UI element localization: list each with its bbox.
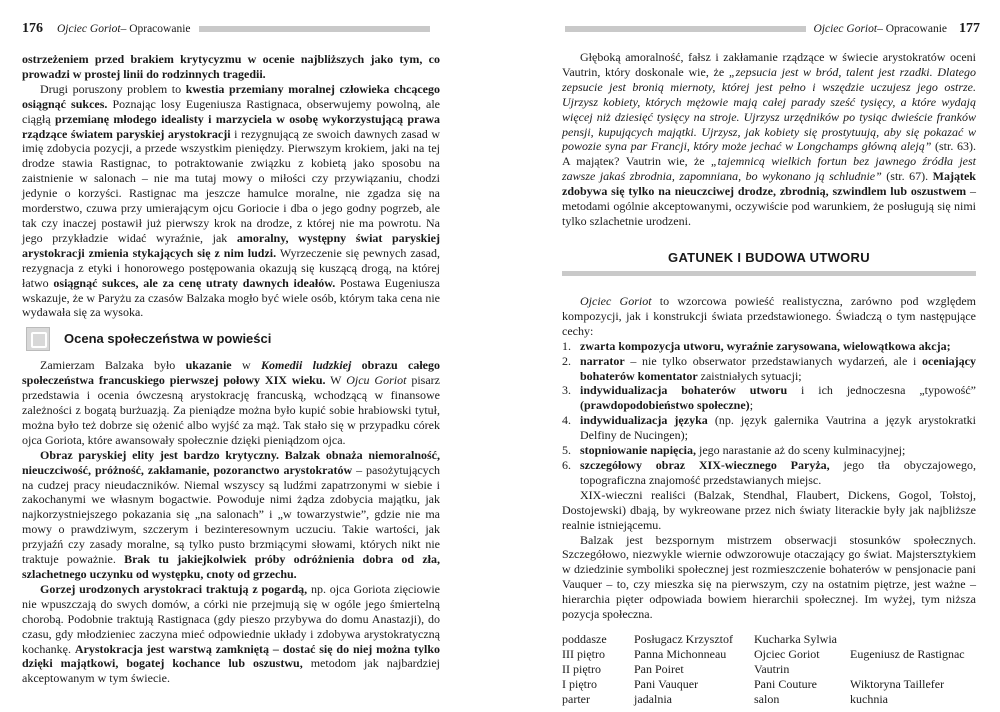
text: Wyrzeczenie się pewnych zasad, rezygnacja z etyki i honorowego postępowania okazują się kuszącą drogą, na której łatwo	[22, 245, 440, 290]
list-number: 2.	[562, 353, 571, 368]
text: (str. 67).	[881, 169, 933, 184]
paragraph	[22, 358, 440, 447]
text: Zamierzam Balzaka było	[40, 358, 186, 373]
header-subtitle: – Opracowanie	[877, 23, 947, 35]
bold-text: Brak tu jakiejkolwiek próby odróżnienia dobra od zła, szlachetnego uczynku od występku, cnoty od grzechu.	[22, 552, 440, 581]
right-header	[565, 18, 980, 40]
paragraph	[562, 50, 976, 229]
text: (np. język galernika Vautrina a język arystokratki Delfiny de Nucingen);	[580, 413, 976, 443]
bold-text: amoralny, występny świat paryskiej arystokracji zmienia stykających się z nim ludzi.	[22, 230, 440, 260]
section-title: Ocena społeczeństwa w powieści	[64, 330, 272, 346]
quote: „tajemnicą wielkich fortun bez jawnego źródła jest zawsze jakaś zbrodnia, zapomniana, bo wykonano ją schludnie”	[562, 154, 976, 184]
left-body	[22, 52, 440, 686]
page-number: 177	[959, 21, 980, 36]
table-cell: Eugeniusz de Rastignac	[850, 646, 965, 661]
chapter-heading	[562, 250, 976, 276]
table-row	[562, 677, 965, 692]
list-item	[562, 443, 976, 458]
bold-text: ostrzeżeniem przed brakiem krytycyzmu w ocenie najbliższych jako tym, co prowadzi w prostej linii do rodzinnych tragedii.	[22, 52, 440, 81]
text: Drugi poruszony problem to	[40, 81, 186, 96]
paragraph: Balzak jest bezspornym mistrzem obserwacji stosunków społecznych. Szczegółowo, niezwykle wiernie odwzorowuje otaczający go świat. Majstersztykiem w dziedzinie symboliki społecznej jest rozmieszczenie bohaterów w pensjonacie pani Vauquer – to, czy mieszka się na pierwszym, czy na ostatnim piętrze, jest ważne – hierarchia pięter odpowiada bowiem hierarchii społecznej. Im wyżej, tym niższa pozycja społeczna.	[562, 532, 976, 622]
bold-text: indywidualizacja bohaterów utworu	[580, 383, 788, 398]
text: metodom jak najbardziej akceptowanym w tym świecie.	[22, 656, 440, 686]
header-rule	[199, 26, 431, 32]
paragraph	[562, 294, 976, 339]
text: – pasożytujących na cudzej pracy nieudaczników. Niemal wszyscy są ludźmi zapatrzonymi w siebie i zakochanymi we własnym bogactwie. Powoduje nimi żądza zdobycia majątku, jak najkorzystniejszego pokazania się „na salonach” i „w towarzystwie”, gdzie nie ma mowy o prawdziwym, szczerym i bezinteresownym uczuciu. Takie wartości, jak przyjaźń czy zasady moralne, są tylko pusto brzmiącymi słowami, których nikt nie traktuje poważnie.	[22, 462, 440, 567]
table-cell: parter	[562, 691, 590, 706]
list-item	[562, 413, 976, 443]
table-row	[562, 692, 965, 707]
list-item	[562, 458, 976, 488]
table-cell: Wiktoryna Taillefer	[850, 676, 945, 691]
paragraph	[22, 448, 440, 582]
list-number: 5.	[562, 443, 571, 458]
table-cell: Kucharka Sylwia	[754, 631, 837, 646]
floors-table	[562, 632, 965, 707]
list-number: 6.	[562, 457, 571, 472]
list-item	[562, 339, 976, 354]
heading-rule	[562, 271, 976, 276]
text: jego narastanie aż do sceny kulminacyjnej;	[696, 443, 906, 458]
text: i rezygnującą ze swoich dawnych zasad w imię zdobycia pozycji, a przede wszystkim pieniędzy. Pierwszym krokiem, jaki na tej drodze stawia Rastignac, to potraktowanie związku z kobietą jako sposobu na zaistnienie w salonach – nie ma tutaj mowy o miłości czy przywiązaniu, chodzi jedynie o korzyści. Rastignac ma jeszcze hamulce moralne, nie zgadza się na morderstwo, czuwa przy umierającym ojcu Goriocie i dba o jego godny pogrzeb, ale tak czy inaczej postawił już pierwszy krok na drodze, z której nie ma powrotu. Na jego przykładzie widać wyraźnie, jak	[22, 126, 440, 245]
right-body-top	[562, 50, 976, 229]
paragraph	[22, 582, 440, 686]
header-title: Ojciec Goriot	[813, 23, 878, 35]
table-row	[562, 632, 965, 647]
text: pisarz przedstawia i ocenia ówczesną arystokrację francuską, wchodzącą w finansowe zależności z bogatą burżuazją. Za pieniądze można było kupić sobie hrabiowski tytuł, można było też dobrze się ożenić albo wyjść za mąż. Tak stało się w przypadku córek ojca Goriota, które awansowały społecznie dzięki pieniądzom ojca.	[22, 373, 440, 447]
header-subtitle: – Opracowanie	[120, 23, 191, 35]
table-cell: jadalnia	[634, 691, 672, 706]
bold-text: Gorzej urodzonych arystokraci traktują z pogardą,	[40, 581, 308, 596]
features-list	[562, 339, 976, 488]
paragraph	[22, 52, 440, 82]
text: np. ojca Goriota zięciowie nie wpuszczają do swych domów, a córki nie przejmują się w ogóle jego śmiertelną chorobą. Podobnie traktują Rastignaca (gdy pieszo przybywa do domu Anastazji), do czasu, gdy młodzieniec zaczyna mieć odpowiednie układy i zdobywa arystokratyczną kochankę.	[22, 581, 440, 656]
table-cell: Pani Vauquer	[634, 676, 699, 691]
text: Głęboką amoralność, fałsz i zakłamanie rządzące w świecie arystokratów oceni Vautrin, który doskonale wie, że	[562, 50, 976, 79]
text: (str. 63). A mająteк? Vautrin wie, że	[562, 139, 976, 169]
italic-text: Ojciec Goriot	[580, 294, 652, 308]
text: W	[325, 373, 347, 388]
list-number: 1.	[562, 338, 571, 353]
bold-text: Obraz paryskiej elity jest bardzo krytyczny. Balzak obnaża niemoralność, nieuczciwość, próżność, zakłamanie, pozoranctwo arystokratów	[22, 447, 440, 477]
table-cell: I piętro	[562, 676, 597, 691]
bold-text: indywidualizacja języka	[580, 413, 708, 428]
text: ;	[749, 398, 754, 413]
page-number: 176	[22, 21, 43, 36]
italic-text: Ojcu Goriot	[346, 373, 407, 388]
bold-text: narrator	[580, 353, 625, 368]
table-cell: Panna Michonneau	[634, 646, 727, 661]
right-body-bottom	[562, 294, 976, 706]
text: to wzorcowa powieść realistyczna, zarówno pod względem kompozycji, jak i konstrukcji świata przedstawionego. Świadczą o tym następujące cechy:	[562, 294, 976, 338]
table-cell: II piętro	[562, 661, 601, 676]
text: jego tła obyczajowego, topograficzna znajomość przedstawianych miejsc.	[580, 457, 976, 487]
paragraph	[22, 82, 440, 321]
table-cell: Pan Poiret	[634, 661, 684, 676]
text: zaistniałych sytuacji;	[697, 368, 802, 383]
italic-text: Komedii ludzkiej	[260, 358, 352, 373]
table-cell: Vautrin	[754, 661, 790, 676]
section-marker-icon	[26, 327, 50, 351]
list-item	[562, 383, 976, 413]
table-cell: Posługacz Krzysztof	[634, 631, 733, 646]
table-cell: salon	[754, 691, 780, 706]
paragraph: XIX-wieczni realiści (Balzak, Stendhal, Flaubert, Dickens, Gogol, Tołstoj, Dostojewski) dbają, by wykreowane przez nich światy literackie były jak najbliższe realnie istniejącemu.	[562, 487, 976, 532]
bold-text: zwarta kompozycja utworu, wyraźnie zarysowana, wielowątkowa akcja;	[580, 338, 951, 353]
bold-text: Arystokracja jest warstwą zamkniętą – dostać się do niej można tylko dzięki majątkowi, bogatej kochance lub oszustwu,	[22, 641, 440, 671]
bold-text: Majątek zdobywa się tylko na nieuczciwej drodze, zbrodnią, szwindlem lub oszustwem	[562, 169, 976, 199]
table-cell	[850, 632, 965, 647]
list-number: 4.	[562, 413, 571, 428]
bold-text: szczegółowy obraz XIX-wiecznego Paryża,	[580, 457, 830, 472]
text: Poznając losy Eugeniusza Rastignaca, obserwujemy powolną, ale ciągłą	[22, 96, 441, 126]
header-rule	[565, 26, 806, 32]
header-title: Ojciec Goriot	[57, 23, 121, 35]
section-heading	[22, 326, 440, 352]
bold-text: oceniający bohaterów komentator	[580, 353, 976, 383]
table-cell: Ojciec Goriot	[754, 646, 820, 661]
table-row	[562, 647, 965, 662]
bold-text: stopniowanie napięcia,	[580, 443, 697, 458]
text: – metodami ogólnie akceptowanymi, oczywiście pod warunkiem, że posługują się nimi tylko szlachetnie urodzeni.	[562, 184, 976, 228]
table-row	[562, 662, 965, 677]
table-cell: poddasze	[562, 631, 607, 646]
bold-text: ukazanie	[185, 358, 232, 373]
table-cell: Pani Couture	[754, 676, 817, 691]
text: i ich jednoczesna „typowość”	[787, 383, 977, 398]
table-cell: III piętro	[562, 646, 605, 661]
text: Postawa Eugeniusza wskazuje, że w Paryżu za czasów Balzaka mogło być wiele osób, którym taka cena nie wydawała się za wysoka.	[22, 275, 440, 320]
table-cell: kuchnia	[850, 691, 888, 706]
bold-text: osiągnąć sukces, ale za cenę utraty dawnych ideałów.	[53, 275, 336, 290]
chapter-title: GATUNEK I BUDOWA UTWORU	[668, 250, 870, 265]
quote: „zepsucia jest w bród, talent jest rzadki. Dlatego zepsucie jest bronią miernoty, której jest pełno i wszędzie uczujesz jego ostrze. Ujrzysz kobiety, których mężowie mają całej parady sześć tysięcy, a które wydają więcej niż dziesięć tysięcy na stroje. Ujrzysz urzędników po tysiąc dwieście franków pensji, kupujących majątki. Ujrzysz, jak kobiety się prostytuują, aby się pokazać w powozie syna par Francji, który może jechać w Longchamps główną aleją”	[562, 64, 976, 154]
table-cell	[850, 662, 965, 677]
bold-text: obrazu całego społeczeństwa francuskiego pierwszej połowy XIX wieku.	[22, 358, 440, 388]
bold-text: przemianę młodego idealisty i marzyciela w osobę wykorzystującą prawa rządzące światem paryskiej arystokracji	[22, 111, 440, 141]
text: – nie tylko obserwator przedstawianych wydarzeń, ale i	[624, 353, 923, 368]
list-item	[562, 354, 976, 384]
list-number: 3.	[562, 383, 571, 398]
text: w	[231, 358, 261, 373]
bold-text: kwestia przemiany moralnej człowieka chcącego osiągnąć sukces.	[22, 81, 440, 111]
left-header	[22, 18, 430, 40]
bold-text: (prawdopodobieństwo społeczne)	[580, 398, 750, 413]
